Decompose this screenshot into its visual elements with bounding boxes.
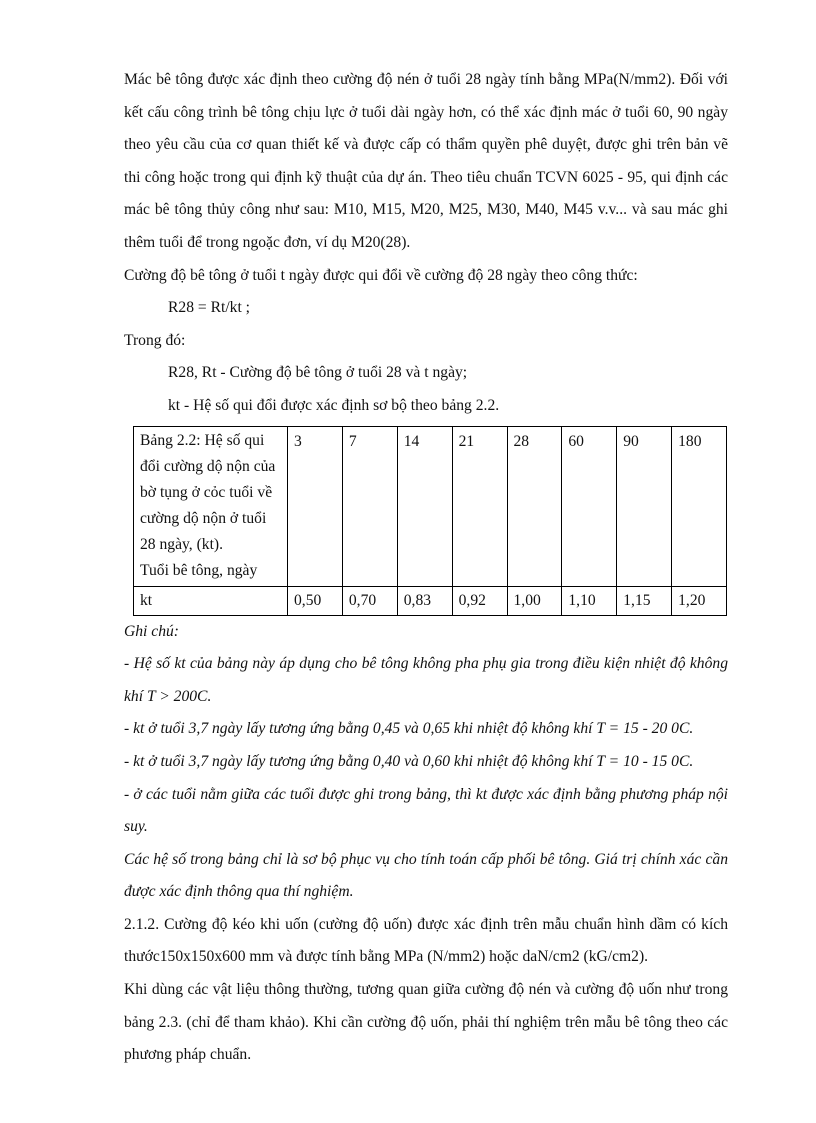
kt-value-cell: 1,10	[562, 586, 617, 615]
table-header-cell	[134, 426, 288, 586]
table-header-line: cường dộ nộn ở tuổi	[140, 509, 267, 527]
note-item: - Hệ số kt của bảng này áp dụng cho bê tông không pha phụ gia trong điều kiện nhiệt độ không khí T > 200C.	[124, 655, 728, 705]
paragraph-concrete-grade: Mác bê tông được xác định theo cường độ nén ở tuổi 28 ngày tính bằng MPa(N/mm2). Đối với kết cấu công trình bê tông chịu lực ở tuổi dài ngày hơn, có thể xác định mác ở tuổi 60, 90 ngày theo yêu cầu của cơ quan thiết kế và được cấp có thẩm quyền phê duyệt, được ghi trên bản vẽ thi công hoặc trong qui định kỹ thuật của dự án. Theo tiêu chuẩn TCVN 6025 - 95, qui định các mác bê tông thủy công như sau: M10, M15, M20, M25, M30, M40, M45 v.v... và sau mác ghi thêm tuổi để trong ngoặc đơn, ví dụ M20(28).	[124, 71, 728, 251]
note-item: - ở các tuổi nằm giữa các tuổi được ghi trong bảng, thì kt được xác định bằng phương pháp nội suy.	[124, 785, 728, 836]
age-cell: 180	[672, 426, 727, 586]
kt-value-cell: 1,15	[617, 586, 672, 615]
table-header-line: Bảng 2.2: Hệ số qui	[140, 431, 265, 449]
note-item: Các hệ số trong bảng chỉ là sơ bộ phục vụ cho tính toán cấp phối bê tông. Giá trị chính xác cần được xác định thông qua thí nghiệm.	[124, 850, 728, 901]
table-row-kt	[134, 586, 727, 615]
definition-kt: kt - Hệ số qui đổi được xác định sơ bộ theo bảng 2.2.	[168, 396, 500, 414]
age-cell: 7	[342, 426, 397, 586]
table-header-line: bờ tụng ở cỏc tuổi về	[140, 483, 273, 501]
kt-value-cell: 0,92	[452, 586, 507, 615]
notes-section	[124, 616, 728, 909]
definition-r28: R28, Rt - Cường độ bê tông ở tuổi 28 và t ngày;	[168, 364, 468, 382]
age-cell: 90	[617, 426, 672, 586]
kt-value-cell: 0,50	[288, 586, 343, 615]
kt-value-cell: 1,00	[507, 586, 562, 615]
formula: R28 = Rt/kt ;	[168, 299, 251, 317]
kt-value-cell: 0,83	[397, 586, 452, 615]
paragraph-correlation: Khi dùng các vật liệu thông thường, tương quan giữa cường độ nén và cường độ uốn như trong bảng 2.3. (chỉ để tham khảo). Khi cần cường độ uốn, phải thí nghiệm trên mẫu bê tông theo các phương pháp chuẩn.	[124, 981, 728, 1064]
notes-title: Ghi chú:	[124, 622, 179, 640]
kt-value-cell: 0,70	[342, 586, 397, 615]
age-cell: 21	[452, 426, 507, 586]
paragraph-flexural-strength: 2.1.2. Cường độ kéo khi uốn (cường độ uốn) được xác định trên mẫu chuẩn hình dầm có kích thước150x150x600 mm và được tính bằng MPa (N/mm2) hoặc daN/cm2 (kG/cm2).	[124, 915, 728, 966]
table-header-line: đổi cường dộ nộn của	[140, 457, 276, 475]
age-cell: 14	[397, 426, 452, 586]
note-item: - kt ở tuổi 3,7 ngày lấy tương ứng bằng 0,40 và 0,60 khi nhiệt độ không khí T = 10 - 15 0C.	[124, 752, 694, 770]
kt-value-cell: 1,20	[672, 586, 727, 615]
where-label: Trong đó:	[124, 331, 186, 349]
age-cell: 28	[507, 426, 562, 586]
conversion-coefficient-table	[133, 426, 727, 616]
document-page	[124, 64, 728, 1072]
kt-label-cell: kt	[134, 586, 288, 615]
note-item: - kt ở tuổi 3,7 ngày lấy tương ứng bằng 0,45 và 0,65 khi nhiệt độ không khí T = 15 - 20 0C.	[124, 720, 694, 738]
age-cell: 60	[562, 426, 617, 586]
table-header-line: Tuổi bê tông, ngày	[140, 561, 258, 579]
table-row-ages	[134, 426, 727, 586]
paragraph-conversion-intro: Cường độ bê tông ở tuổi t ngày được qui đổi về cường độ 28 ngày theo công thức:	[124, 266, 638, 284]
table-header-line: 28 ngày, (kt).	[140, 535, 224, 553]
age-cell: 3	[288, 426, 343, 586]
